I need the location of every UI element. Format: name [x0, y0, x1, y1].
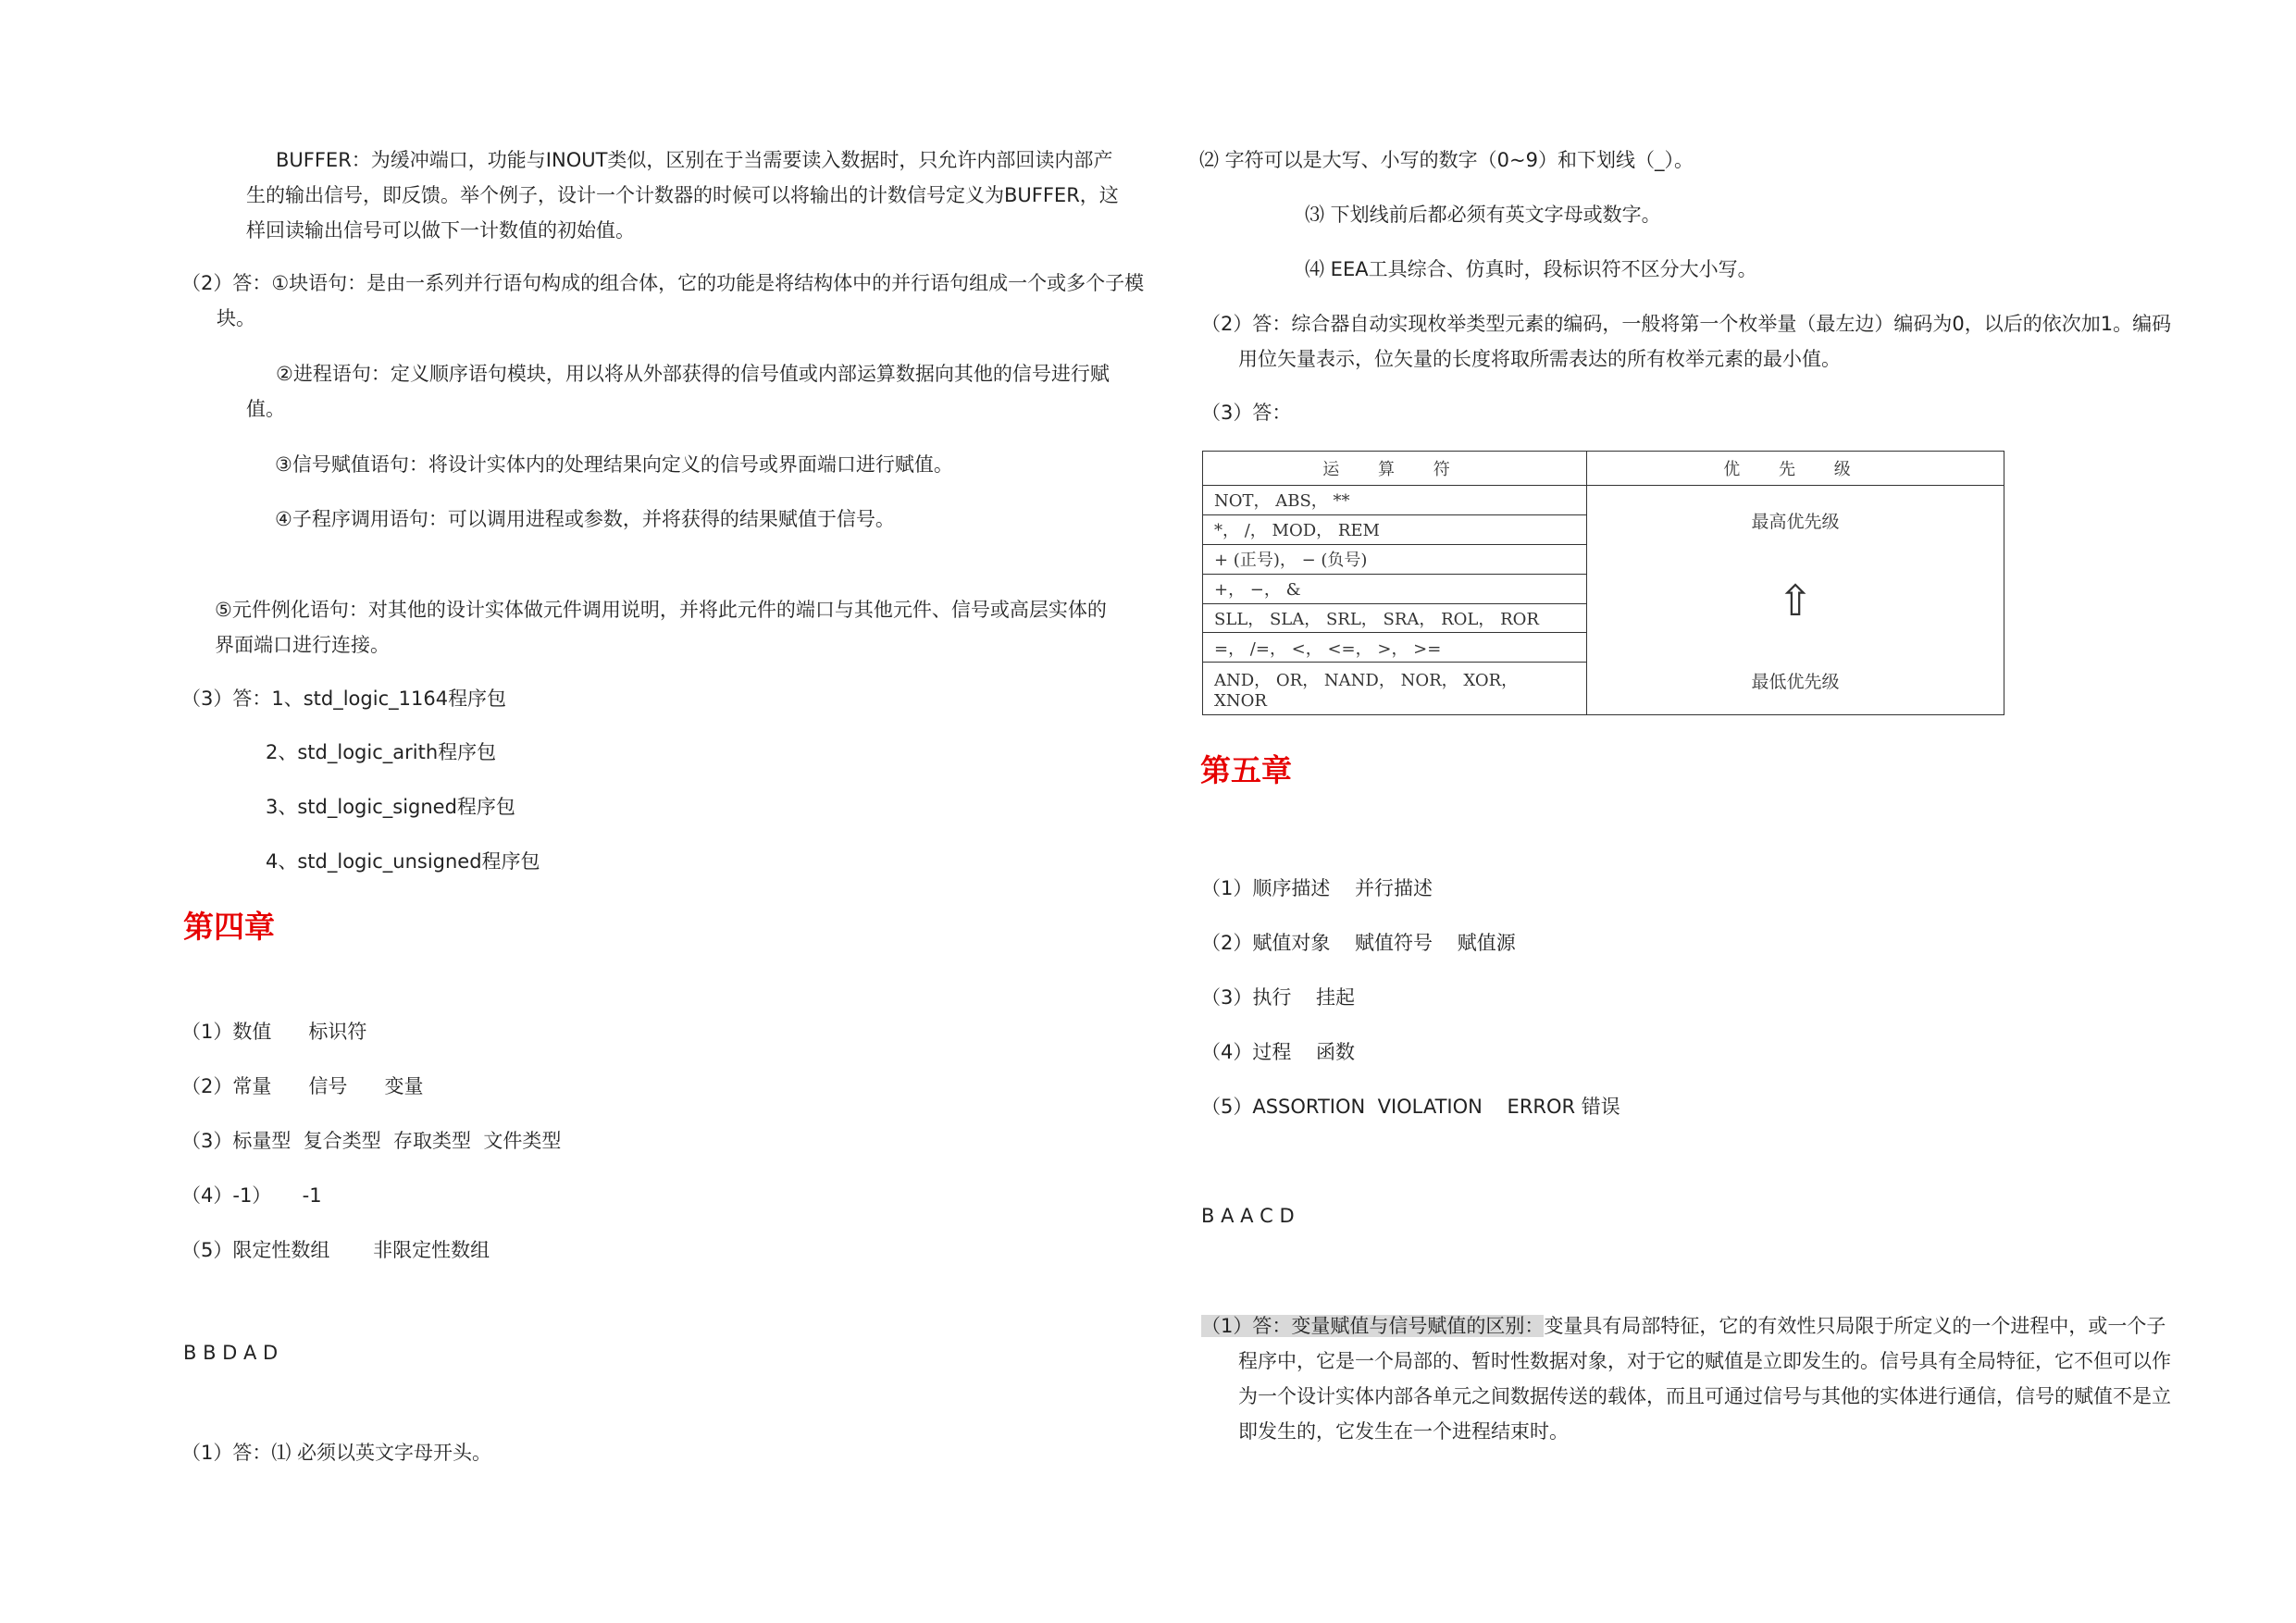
- ch4-fill-2: （2）常量 信号 变量: [181, 1075, 424, 1097]
- ch5-fill-5: （5）ASSORTION VIOLATION ERROR 错误: [1201, 1096, 1620, 1118]
- package-item-1: （3）答：1、std_logic_1164程序包: [181, 688, 507, 710]
- operator-cell: +， −， &: [1203, 574, 1587, 603]
- ch5-choice-answers: B A A C D: [1201, 1205, 1295, 1227]
- ch4-fill-3: （3）标量型 复合类型 存取类型 文件类型: [181, 1130, 562, 1152]
- lowest-priority-label: 最低优先级: [1751, 671, 1840, 692]
- identifier-rule-4: ⑷ EEA工具综合、仿真时，段标识符不区分大小写。: [1305, 258, 1757, 280]
- table-row: [1203, 486, 2004, 515]
- table-header-row: [1203, 452, 2004, 486]
- operator-answer-label: （3）答：: [1201, 402, 1292, 424]
- operator-cell: AND， OR， NAND， NOR， XOR， XNOR: [1203, 663, 1587, 715]
- operator-cell: NOT， ABS， **: [1203, 486, 1587, 515]
- package-item-4: 4、std_logic_unsigned程序包: [266, 850, 540, 873]
- buffer-paragraph: BUFFER：为缓冲端口，功能与INOUT类似，区别在于当需要读入数据时，只允许内部回读内部产生的输出信号，即反馈。举个例子，设计一个计数器的时候可以将输出的计数信号定义为BUFFER，这样回读输出信号可以做下一计数值的初始值。: [246, 149, 1119, 242]
- ch5-fill-3: （3）执行 挂起: [1201, 986, 1356, 1009]
- enum-encoding-answer: （2）答：综合器自动实现枚举类型元素的编码，一般将第一个枚举量（最左边）编码为0，以后的依次加1。编码用位矢量表示，位矢量的长度将取所需表达的所有枚举元素的最小值。: [1201, 313, 2172, 370]
- priority-column-header: 优 先 级: [1587, 452, 2004, 486]
- highlighted-question: （1）答：变量赋值与信号赋值的区别：: [1201, 1315, 1545, 1337]
- operator-cell: + (正号)， − (负号): [1203, 544, 1587, 574]
- ch4-answer-1: （1）答：⑴ 必须以英文字母开头。: [181, 1442, 492, 1464]
- answer-body: 变量具有局部特征，它的有效性只局限于所定义的一个进程中，或一个子程序中，它是一个局部的、暂时性数据对象，对于它的赋值是立即发生的。信号具有全局特征，它不但可以作为一个设计实体内部各单元之间数据传送的载体，而且可通过信号与其他的实体进行通信，信号的赋值不是立即发生的，它发生在一个进程结束时。: [1238, 1315, 2171, 1443]
- operator-priority-table: [1202, 451, 2004, 715]
- ch5-fill-4: （4）过程 函数: [1201, 1041, 1356, 1063]
- chapter-5-title: 第五章: [1200, 752, 1292, 788]
- operator-cell: SLL， SLA， SRL， SRA， ROL， ROR: [1203, 603, 1587, 633]
- up-arrow-icon: ⇧: [1777, 575, 1814, 626]
- variable-vs-signal-answer: [1201, 1308, 2180, 1449]
- identifier-rule-2: ⑵ 字符可以是大写、小写的数字（0~9）和下划线（_）。: [1199, 149, 1694, 171]
- ch4-fill-4: （4）-1） -1: [181, 1184, 322, 1207]
- highest-priority-label: 最高优先级: [1751, 511, 1840, 532]
- package-item-3: 3、std_logic_signed程序包: [266, 796, 515, 818]
- block-statement-answer: （2）答：①块语句：是由一系列并行语句构成的组合体，它的功能是将结构体中的并行语句组成一个或多个子模块。: [181, 272, 1145, 329]
- operator-cell: *， /， MOD， REM: [1203, 514, 1587, 544]
- signal-assign-answer: ③信号赋值语句：将设计实体内的处理结果向定义的信号或界面端口进行赋值。: [275, 453, 953, 476]
- operator-cell: =， /=， <， <=， >， >=: [1203, 633, 1587, 663]
- package-item-2: 2、std_logic_arith程序包: [266, 741, 497, 763]
- chapter-4-title: 第四章: [183, 909, 275, 945]
- priority-cell: [1587, 486, 2004, 715]
- operator-column-header: 运 算 符: [1203, 452, 1587, 486]
- process-statement-answer: ②进程语句：定义顺序语句模块，用以将从外部获得的信号值或内部运算数据向其他的信号进行赋值。: [246, 363, 1110, 420]
- ch4-fill-5: （5）限定性数组 非限定性数组: [181, 1239, 490, 1261]
- subprogram-call-answer: ④子程序调用语句：可以调用进程或参数，并将获得的结果赋值于信号。: [275, 508, 895, 530]
- ch5-fill-1: （1）顺序描述 并行描述: [1201, 877, 1433, 899]
- ch4-fill-1: （1）数值 标识符: [181, 1021, 367, 1043]
- identifier-rule-3: ⑶ 下划线前后都必须有英文字母或数字。: [1305, 204, 1661, 226]
- component-instance-answer: ⑤元件例化语句：对其他的设计实体做元件调用说明，并将此元件的端口与其他元件、信号或高层实体的界面端口进行连接。: [215, 599, 1107, 656]
- ch4-choice-answers: B B D A D: [183, 1342, 279, 1364]
- ch5-fill-2: （2）赋值对象 赋值符号 赋值源: [1201, 932, 1516, 954]
